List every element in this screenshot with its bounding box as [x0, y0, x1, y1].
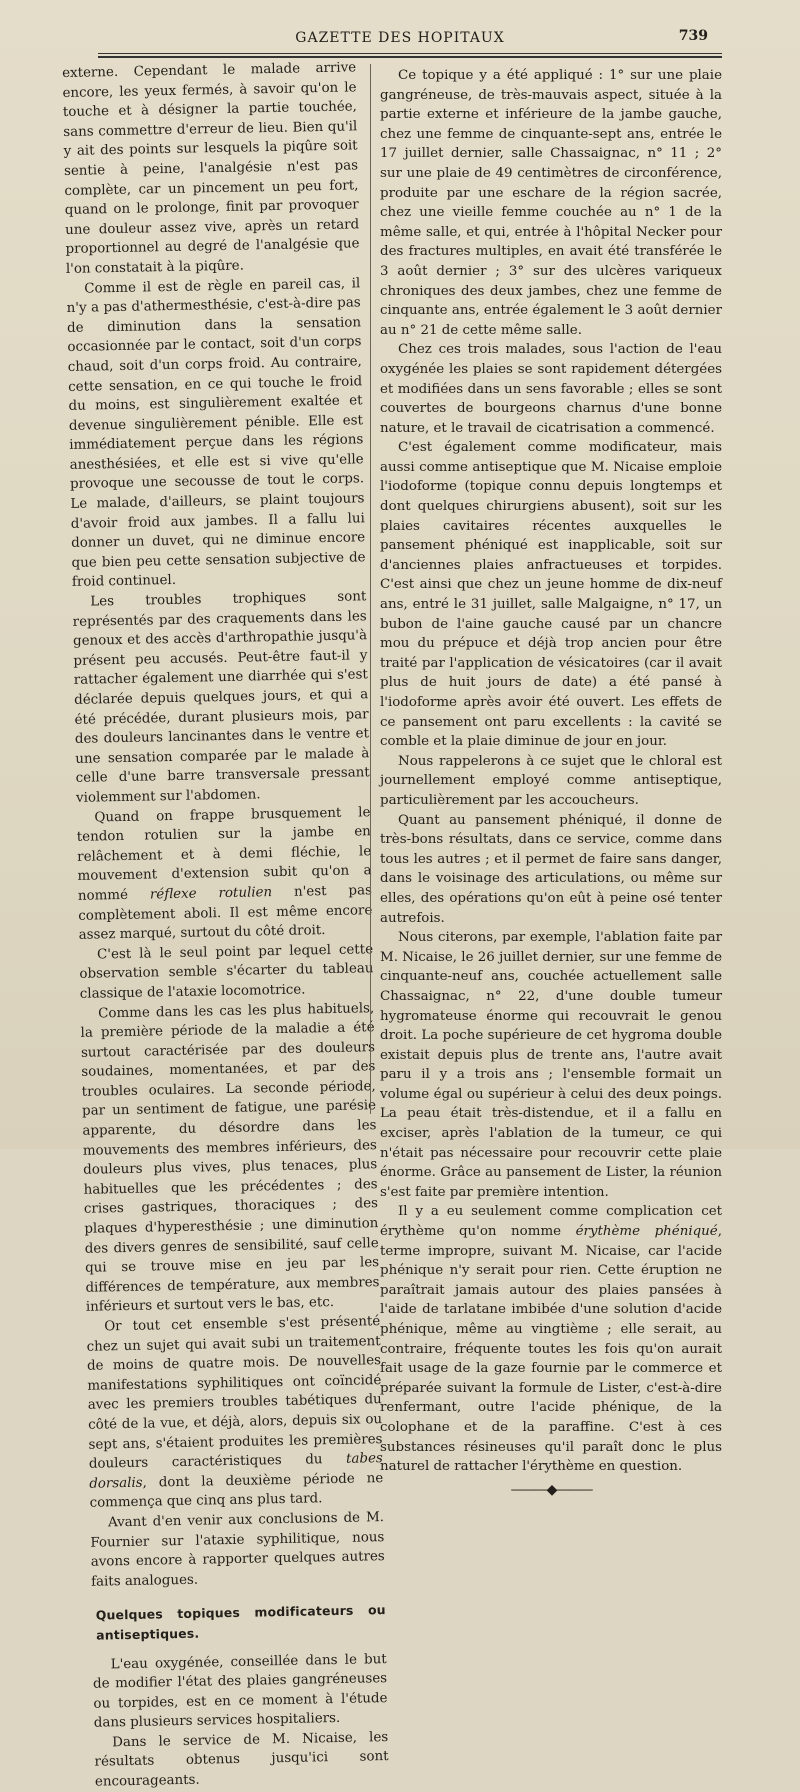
paragraph: L'eau oxygénée, conseillée dans le but de modifier l'état des plaies gangréneuses ou torpides, est en ce moment à l'étude dans plusieurs services hospitaliers.: [92, 1651, 388, 1731]
paragraph: Comme dans les cas les plus habituels, la première période de la maladie a été surtout caractérisée par des douleurs soudaines, momentanées, et par des troubles oculaires. La seconde période, par un sentiment de fatigue, une parésie apparente, du désordre dans les mouvements des membres inférieurs, des douleurs plus vives, plus tenaces, plus habituelles que les précédentes ; des crises gastriques, thoraciques ; des plaques d'hyperesthésie ; une diminution des divers genres de sensibilité, sauf celle qui se trouve mise en jeu par les différences de température, aux membres inférieurs et surtout vers le bas, etc.: [80, 1000, 380, 1316]
italic-term: érythème phéniqué: [575, 1224, 718, 1240]
paragraph: externe. Cependant le malade arrive encore, les yeux fermés, à savoir qu'on le touche et à désigner la partie touchée, sans commettre d'erreur de lieu. Bien qu'il y ait des points sur lesquels la piqûre soit sentie à peine, l'analgésie n'est pas complète, car un pincement un peu fort, quand on le prolonge, finit par provoquer une douleur assez vive, après un retard proportionnel au degré de l'analgésie que l'on constatait à la piqûre.: [62, 60, 360, 277]
page-number: 739: [678, 28, 708, 44]
text-run: n'est pas complètement aboli. Il est même encore assez marqué, surtout du côté droit.: [78, 883, 373, 943]
paragraph: Nous rappelerons à ce sujet que le chloral est journellement employé comme antiseptique, particulièrement par les accoucheurs.: [380, 753, 722, 808]
column-divider: [370, 64, 371, 1114]
paragraph: Avant d'en venir aux conclusions de M. Fournier sur l'ataxie syphilitique, nous avons encore à rapporter quelques autres faits analogues.: [90, 1510, 385, 1590]
paragraph: C'est également comme modificateur, mais aussi comme antiseptique que M. Nicaise emploie l'iodoforme (topique connu depuis longtemps et dont quelques chirurgiens abusent), soit sur les plaies cavitaires récentes auxquelles le pansement phéniqué est inapplicable, soit sur d'anciennes plaies anfractueuses et torpides. C'est ainsi que chez un jeune homme de dix-neuf ans, entré le 31 juillet, salle Malgaigne, n° 17, un bubon de l'aine gauche causé par un chancre mou du prépuce et déjà trop ancien pour être traité par l'application de vésicatoires (car il avait plus de huit jours de date) a été pansé à l'iodoforme après avoir été ouvert. Les effets de ce pansement ont paru excellents : la cavité se comble et la plaie diminue de jour en jour.: [380, 440, 722, 750]
end-ornament: ———◆———: [510, 1481, 592, 1498]
text-run: , dont la deuxième période ne commença que cinq ans plus tard.: [89, 1470, 384, 1512]
journal-title: GAZETTE DES HOPITAUX: [295, 30, 505, 46]
paragraph: Les troubles trophiques sont représentés par des craquements dans les genoux et des accès d'arthropathie jusqu'à présent peu accusés. Peut-être faut-il y rattacher également une diarrhée qui s'est déclarée depuis quelques jours, et qui a été précédée, durant plusieurs mois, par des douleurs lancinantes dans le ventre et une sensation comparée par le malade à celle d'une barre transversale pressant violemment sur l'abdomen.: [72, 589, 370, 806]
italic-term: réflexe rotulien: [149, 885, 273, 903]
paragraph: Chez ces trois malades, sous l'action de l'eau oxygénée les plaies se sont rapidement détergées et modifiées dans un sens favorable ; elles se sont couvertes de bourgeons charnus d'une bonne nature, et le travail de cicatrisation a commencé.: [380, 342, 722, 436]
paragraph: [380, 1202, 722, 1476]
paragraph: C'est là le seul point par lequel cette observation semble s'écarter du tableau classique de l'ataxie locomotrice.: [79, 941, 374, 1002]
text-run: Quand on frappe brusquement le tendon rotulien sur la jambe en relâchement et à demi fléchie, le mouvement d'extension subit qu'on a nommé: [76, 804, 372, 904]
text-run: , terme impropre, suivant M. Nicaise, car l'acide phénique n'y serait pour rien. Cette éruption ne paraîtrait jamais autour des plaies pansées à l'aide de tarlatane imbibée d'une solution d'acide phénique, même au vingtième ; elle serait, au contraire, fréquente toutes les fois qu'on aurait fait usage de la gaze fournie par le commerce et préparée suivant la formule de Lister, c'est-à-dire renfermant, outre l'acide phénique, de la colophane et de la paraffine. C'est à ces substances résineuses qu'il paraît donc le plus naturel de rattacher l'érythème en question.: [380, 1224, 722, 1475]
paragraph: [86, 1312, 384, 1514]
right-column: [380, 66, 722, 1500]
page-header: [0, 28, 800, 48]
left-column: [62, 58, 389, 1792]
paragraph: Dans le service de M. Nicaise, les résultats obtenus jusqu'ici sont encourageants.: [94, 1729, 389, 1790]
paragraph: Nous citerons, par exemple, l'ablation faite par M. Nicaise, le 26 juillet dernier, sur une femme de cinquante-neuf ans, couchée actuellement salle Chassaignac, n° 22, d'une double tumeur hygromateuse énorme qui recouvrait le genou droit. La poche supérieure de cet hygroma double existait depuis plus de trente ans, l'autre avait paru il y a trois ans ; l'ensemble formait un volume égal ou supérieur à celui des deux poings. La peau était très-distendue, et il a fallu en exciser, après l'ablation de la tumeur, ce qui n'était pas nécessaire pour recouvrir cette plaie énorme. Grâce au pansement de Lister, la réunion s'est faite par première intention.: [380, 930, 722, 1200]
paragraph: Comme il est de règle en pareil cas, il n'y a pas d'athermesthésie, c'est-à-dire pas de diminution dans la sensation occasionnée par le contact, soit d'un corps chaud, soit d'un corps froid. Au contraire, cette sensation, en ce qui touche le froid du moins, est singulièrement exaltée et devenue singulièrement pénible. Elle est immédiatement perçue dans les régions anesthésiées, et elle est si vive qu'elle provoque une secousse de tout le corps. Le malade, d'ailleurs, se plaint toujours d'avoir froid aux jambes. Il a fallu lui donner un duvet, qui ne diminue encore que bien peu cette sensation subjective de froid continuel.: [66, 275, 366, 591]
header-rule: [98, 53, 722, 54]
section-heading: Quelques topiques modificateurs ou antiseptiques.: [95, 1602, 386, 1643]
text-run: Or tout cet ensemble s'est présenté chez un sujet qui avait subi un traitement de moins de quatre mois. De nouvelles manifestations syphilitiques ont coïncidé avec les premiers troubles tabétiques du côté de la vue, et déjà, alors, depuis six ou sept ans, s'étaient produites les premières douleurs caractéristiques du: [86, 1314, 383, 1472]
text-run: Il y a eu seulement comme complication cet érythème qu'on nomme: [380, 1204, 722, 1240]
paragraph: Quant au pansement phéniqué, il donne de très-bons résultats, dans ce service, comme dans tous les autres ; et il permet de faire sans danger, dans le voisinage des articulations, ou même sur elles, des opérations qu'on eût à peine osé tenter autrefois.: [380, 812, 722, 926]
paragraph: Ce topique y a été appliqué : 1° sur une plaie gangréneuse, de très-mauvais aspect, située à la partie externe et inférieure de la jambe gauche, chez une femme de cinquante-sept ans, entrée le 17 juillet dernier, salle Chassaignac, n° 11 ; 2° sur une plaie de 49 centimètres de circonférence, produite par une eschare de la région sacrée, chez une vieille femme couchée au n° 1 de la même salle, et qui, entrée à l'hôpital Necker pour des fractures multiples, en avait été transférée le 3 août dernier ; 3° sur des ulcères variqueux chroniques des deux jambes, chez une femme de cinquante ans, entrée également le 3 août dernier au n° 21 de cette même salle.: [380, 68, 722, 338]
paragraph: [76, 803, 373, 946]
header-rule-double: [98, 56, 722, 58]
italic-term: tabes dorsalis: [89, 1451, 383, 1492]
